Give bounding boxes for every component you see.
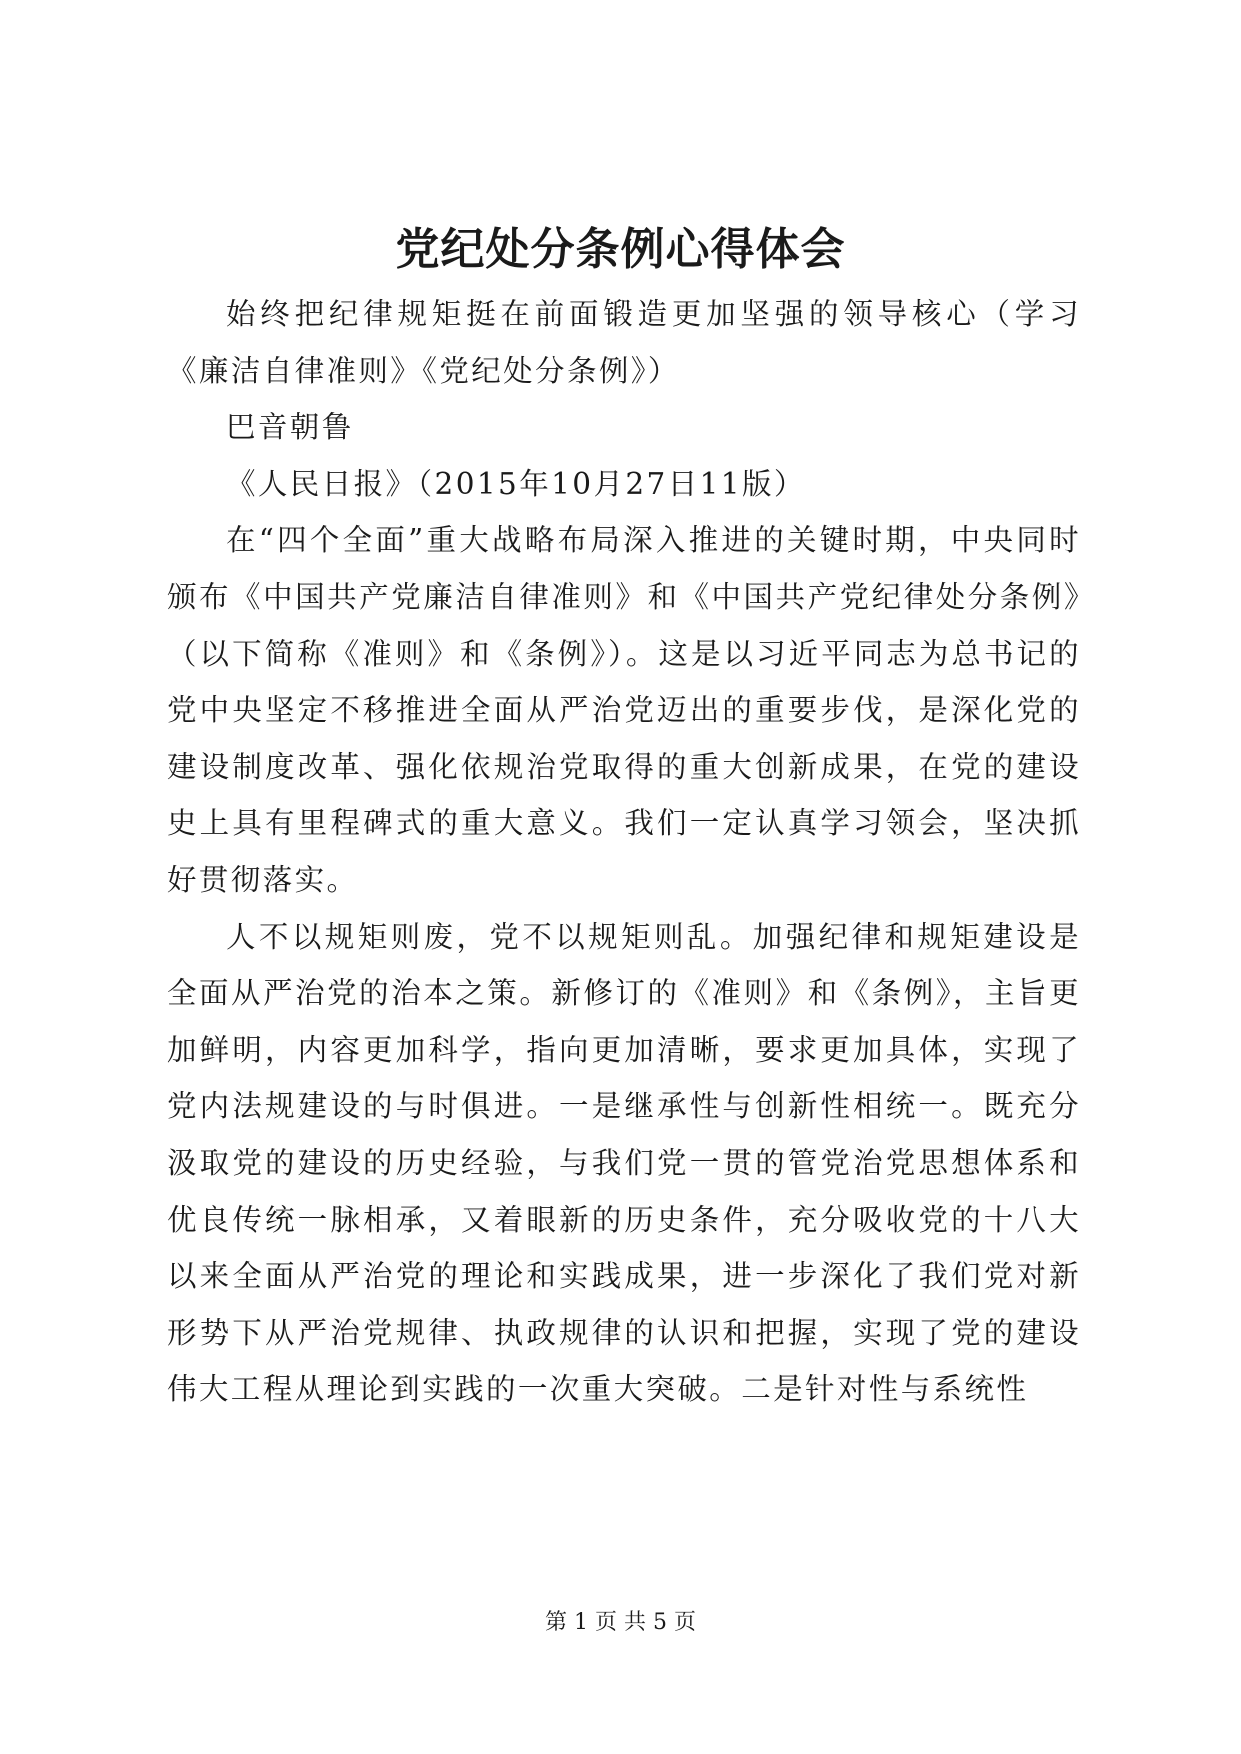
paragraph-source: 《人民日报》（2015年10月27日11版） bbox=[226, 466, 806, 501]
document-body bbox=[167, 286, 1081, 1418]
paragraph-intro: 在“四个全面”重大战略布局深入推进的关键时期，中央同时颁布《中国共产党廉洁自律准则》和《中国共产党纪律处分条例》（以下简称《准则》和《条例》）。这是以习近平同志为总书记的党中央坚定不移推进全面从严治党迈出的重要步伐，是深化党的建设制度改革、强化依规治党取得的重大创新成果，在党的建设史上具有里程碑式的重大意义。我们一定认真学习领会，坚决抓好贯彻落实。 bbox=[167, 523, 1081, 897]
page-number-footer: 第 1 页 共 5 页 bbox=[545, 1610, 696, 1635]
document-title: 党纪处分条例心得体会 bbox=[395, 224, 846, 275]
paragraph-author: 巴音朝鲁 bbox=[226, 410, 354, 445]
paragraph-main: 人不以规矩则废，党不以规矩则乱。加强纪律和规矩建设是全面从严治党的治本之策。新修订的《准则》和《条例》，主旨更加鲜明，内容更加科学，指向更加清晰，要求更加具体，实现了党内法规建设的与时俱进。一是继承性与创新性相统一。既充分汲取党的建设的历史经验，与我们党一贯的管党治党思想体系和优良传统一脉相承，又着眼新的历史条件，充分吸收党的十八大以来全面从严治党的理论和实践成果，进一步深化了我们党对新形势下从严治党规律、执政规律的认识和把握，实现了党的建设伟大工程从理论到实践的一次重大突破。二是针对性与系统性 bbox=[167, 919, 1081, 1407]
paragraph-subtitle: 始终把纪律规矩挺在前面锻造更加坚强的领导核心（学习《廉洁自律准则》《党纪处分条例》） bbox=[167, 297, 1081, 388]
